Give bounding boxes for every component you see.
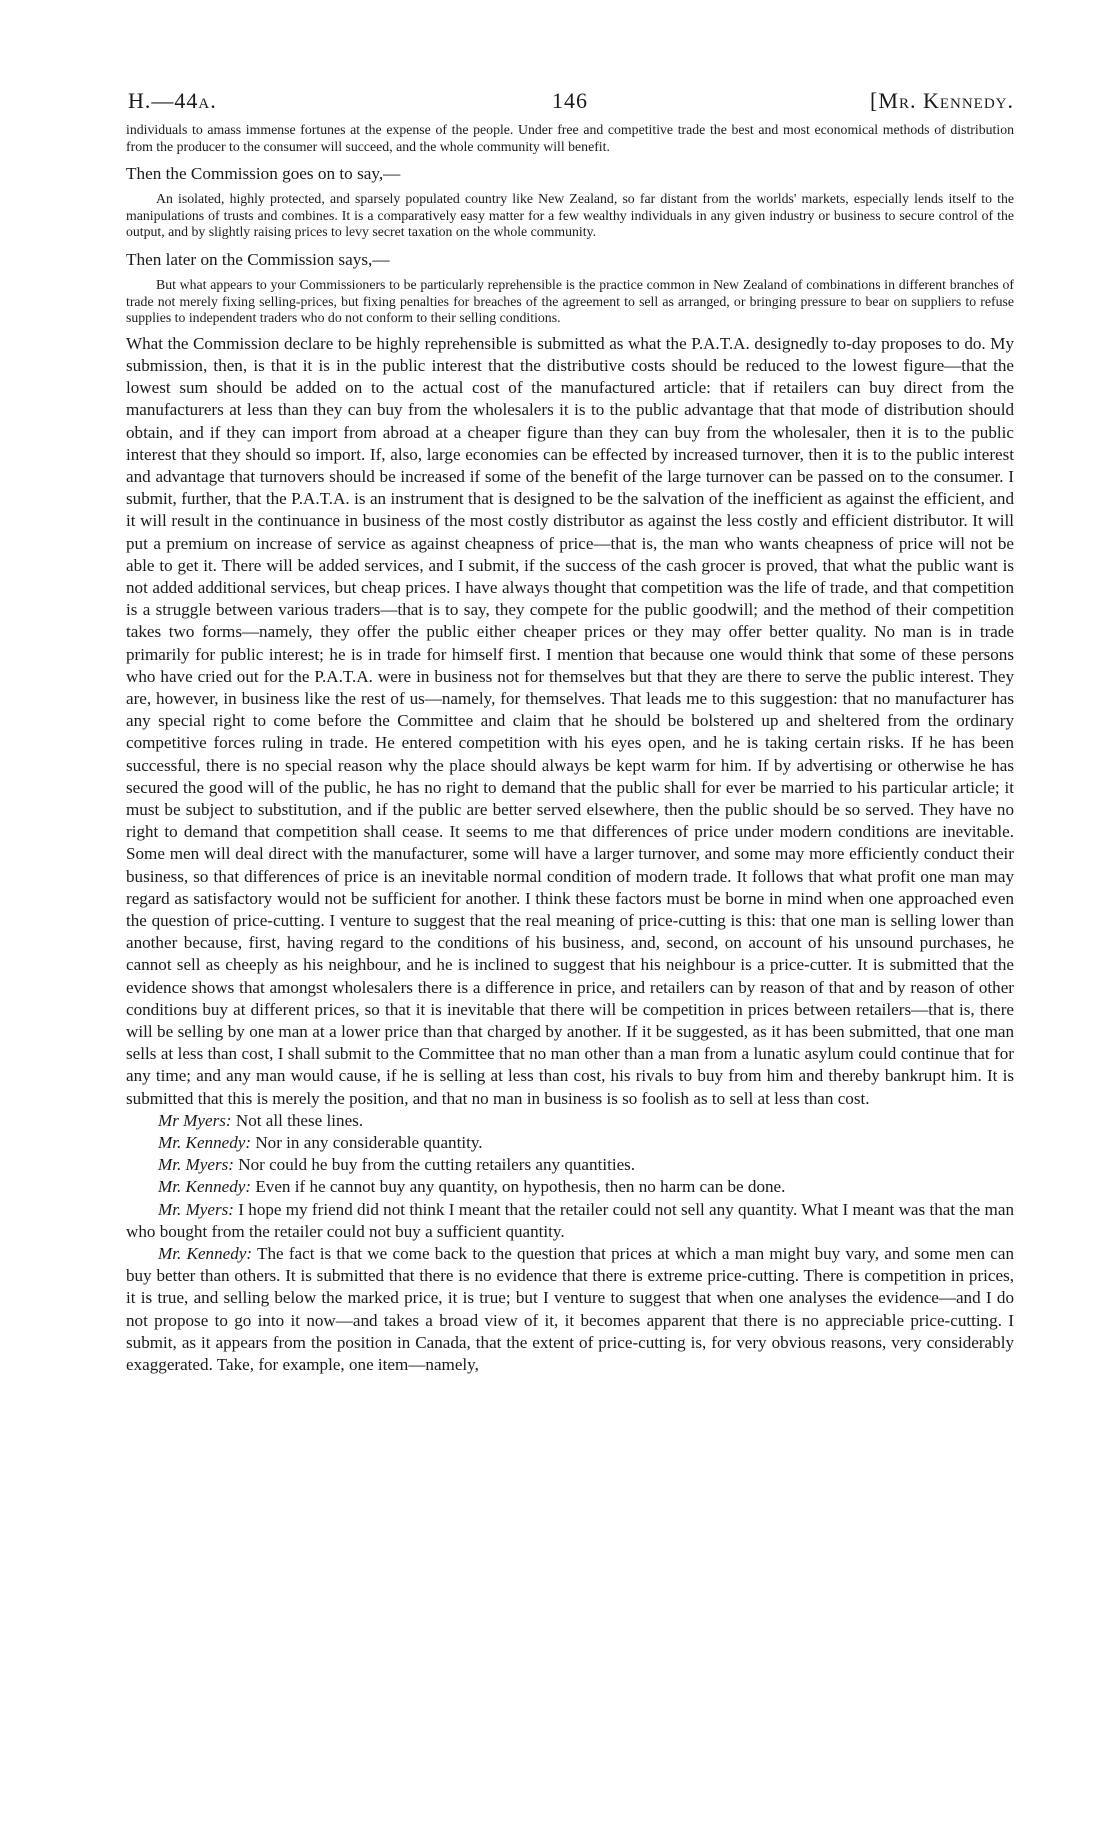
speaker-name: Mr. Kennedy:: [158, 1177, 252, 1197]
speaker-name: Mr. Myers:: [158, 1199, 234, 1219]
speaker-name: Mr. Kennedy:: [158, 1133, 252, 1153]
commission-quote-2: But what appears to your Commissioners to be particularly reprehensible is the practice common in New Zealand of combinations in different branches of trade not merely fixing selling-prices, but fixing penalties for breaches of the agreement to sell as arranged, or bringing pressure to bear on suppliers to refuse supplies to independent traders who do not conform to their selling conditions.: [126, 276, 1014, 326]
continuation-quote: individuals to amass immense fortunes at the expense of the people. Under free and competitive trade the best and most economical methods of distribution from the producer to the consumer will succeed, and the whole community will benefit.: [126, 122, 1014, 154]
speaker-heading: [MR. KENNEDY.: [870, 88, 1014, 113]
speaker-text: Not all these lines.: [235, 1110, 364, 1130]
page-header: [126, 88, 1014, 122]
document-page: [126, 88, 1014, 1376]
speaker-text: The fact is that we come back to the question that prices at which a man might buy vary, and some men can buy better than others. It is submitted that there is no evidence that there is extreme price-cutting. There is competition in prices, it is true, and selling below the marked price, it is true; but I venture to suggest that when one analyses the evidence—and I do not propose to go into it now—and takes a broad view of it, it becomes apparent that there is no appreciable price-cutting. I submit, as it appears from the position in Canada, that the extent of price-cutting is, for very obvious reasons, very considerably exaggerated. Take, for example, one item—namely,: [126, 1244, 1015, 1375]
lead-in-2: Then later on the Commission says,—: [126, 249, 390, 269]
speaker-text: Nor could he buy from the cutting retailers any quantities.: [238, 1155, 636, 1175]
commission-quote-1: An isolated, highly protected, and sparsely populated country like New Zealand, so far distant from the worlds' markets, especially lends itself to the manipulations of trusts and combines. It is a comparatively easy matter for a few wealthy individuals in any given industry or business to secure control of the output, and by slightly raising prices to levy secret taxation on the whole community.: [126, 191, 1014, 240]
paper-reference: H.—44A.: [128, 88, 217, 113]
exchange-line: [126, 1243, 1014, 1376]
speaker-name: Mr. Myers:: [158, 1155, 234, 1175]
speaker-name: Mr. Kennedy:: [158, 1244, 253, 1264]
speaker-name: Mr Myers:: [158, 1110, 232, 1130]
exchange-line: [126, 1199, 1014, 1243]
speaker-text: Nor in any considerable quantity.: [255, 1133, 483, 1153]
speaker-text: Even if he cannot buy any quantity, on hypothesis, then no harm can be done.: [255, 1177, 786, 1197]
page-number: 146: [552, 88, 588, 113]
exchange-line: [126, 1176, 1014, 1198]
main-paragraph: What the Commission declare to be highly reprehensible is submitted as what the P.A.T.A. designedly to-day proposes to do. My submission, then, is that it is in the public interest that the distributive costs should be reduced to the lowest figure—that the lowest sum should be added on to the actual cost of the manufactured article: that if retailers can buy direct from the manufacturers at less than they can buy from the wholesalers it is to the public advantage that that mode of distribution should obtain, and if they can import from abroad at a cheaper figure than they can buy from the wholesaler, then it is to the public interest that they should so import. If, also, large economies can be effected by increased turnover, then it is to the public interest and advantage that turnovers should be increased if some of the benefit of the large turnover can be passed on to the consumer. I submit, further, that the P.A.T.A. is an instrument that is designed to be the salvation of the inefficient as against the efficient, and it will result in the continuance in business of the most costly distributor as against the less costly and efficient distributor. It will put a premium on increase of service as against cheapness of price—that is, the man who wants cheapness of price will not be able to get it. There will be added services, and I submit, if the success of the cash grocer is proved, that what the public want is not added additional services, but cheap prices. I have always thought that competition was the life of trade, and that competition is a struggle between various traders—that is to say, they compete for the public goodwill; and the method of their competition takes two forms—namely, they offer the public either cheaper prices or they may offer better quality. No man is in trade primarily for public interest; he is in trade for himself first. I mention that because one would think that some of these persons who have cried out for the P.A.T.A. were in business not for themselves but that they are there to serve the public interest. They are, however, in business like the rest of us—namely, for themselves. That leads me to this suggestion: that no manufacturer has any special right to come before the Committee and claim that he should be bolstered up and sheltered from the ordinary competitive forces ruling in trade. He entered competition with his eyes open, and he is taking certain risks. If he has been successful, there is no special reason why the place should always be kept warm for him. If by advertising or otherwise he has secured the good will of the public, he has no right to demand that the public shall for ever be married to his particular article; it must be subject to substitution, and if the public are better served elsewhere, then the public should be so served. They have no right to demand that competition shall cease. It seems to me that differences of price under modern conditions are inevitable. Some men will deal direct with the manufacturer, some will have a larger turnover, and some may more efficiently conduct their business, so that differences of price is an inevitable normal condition of modern trade. It follows that what profit one man may regard as satisfactory would not be sufficient for another. I think these factors must be borne in mind when one approached even the question of price-cutting. I venture to suggest that the real meaning of price-cutting is this: that one man is selling lower than another because, first, having regard to the conditions of his business, and, second, on account of his unsound purchases, he cannot sell as cheeply as his neighbour, and he is inclined to suggest that his neighbour is a price-cutter. It is submitted that the evidence shows that amongst wholesalers there is a difference in price, and retailers can by reason of that and by reason of other conditions buy at different prices, so that it is inevitable that there will be competition in prices between retailers—that is, there will be selling by one man at a lower price than that charged by another. If it be suggested, as it has been submitted, that one man sells at less than cost, I shall submit to the Committee that no man other than a man from a lunatic asylum could continue that for any time; and any man would cause, if he is selling at less than cost, his rivals to buy from him and thereby bankrupt him. It is submitted that this is merely the position, and that no man in business is so foolish as to sell at less than cost.: [126, 333, 1014, 1108]
exchange-line: [126, 1154, 1014, 1176]
speaker-text: I hope my friend did not think I meant that the retailer could not sell any quantity. What I meant was that the man who bought from the retailer could not buy a sufficient quantity.: [126, 1199, 1014, 1241]
lead-in-1: Then the Commission goes on to say,—: [126, 164, 401, 184]
exchange-line: [126, 1110, 1014, 1132]
exchange-line: [126, 1132, 1014, 1154]
